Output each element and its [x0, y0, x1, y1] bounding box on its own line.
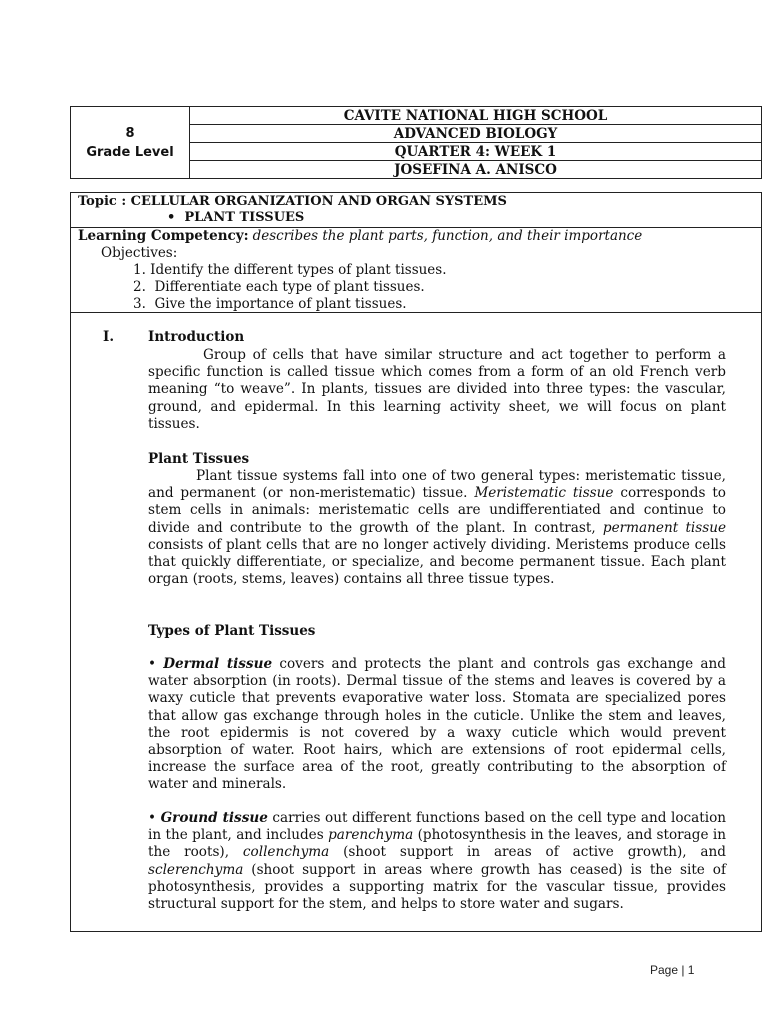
page-number: Page | 1	[650, 963, 695, 977]
ground-term: Ground tissue	[160, 810, 268, 826]
learning-competency	[78, 228, 642, 245]
ground-tissue-paragraph: • Ground tissue carries out different functions based on the cell type and location in the plant, and includes parenchyma (photosynthesis in the leaves, and storage in the roots), collenchyma (shoot support in areas of active growth), and sclerenchyma (shoot support in areas where growth has ceased) is the site of photosynthesis, provides a supporting matrix for the vascular tissue, provides structural support for the stem, and helps to store water and sugars.	[148, 810, 727, 913]
topic-subtopic: • PLANT TISSUES	[167, 210, 305, 225]
introduction-heading	[103, 329, 244, 346]
section-title: Introduction	[148, 329, 245, 345]
dermal-tissue-paragraph: • Dermal tissue covers and protects the plant and controls gas exchange and water absorption (in roots). Dermal tissue of the stems and leaves is covered by a waxy cuticle that prevents evaporative water loss. Stomata are specialized pores that allow gas exchange through holes in the cuticle. Unlike the stem and leaves, the root epidermis is not covered by a waxy cuticle which would prevent absorption of water. Root hairs, which are extensions of root epidermal cells, increase the surface area of the root, greatly contributing to the absorption of water and minerals.	[148, 656, 726, 793]
types-heading: Types of Plant Tissues	[148, 623, 316, 639]
objectives-label: Objectives:	[101, 245, 178, 261]
subject-name: ADVANCED BIOLOGY	[190, 125, 762, 143]
topic-title: Topic : CELLULAR ORGANIZATION AND ORGAN SYSTEMS	[78, 194, 507, 209]
plant-tissues-heading: Plant Tissues	[148, 451, 250, 467]
lesson-box	[70, 192, 762, 932]
introduction-paragraph: Group of cells that have similar structure and act together to perform a specific function is called tissue which comes from a form of an old French verb meaning “to weave”. In plants, tissues are divided into three types: the vascular, ground, and epidermal. In this learning activity sheet, we will focus on plant tissues.	[148, 347, 726, 432]
teacher-name: JOSEFINA A. ANISCO	[190, 161, 762, 179]
plant-tissues-paragraph: Plant tissue systems fall into one of two general types: meristematic tissue, and permanent (or non-meristematic) tissue. Meristematic tissue corresponds to stem cells in animals: meristematic cells are undifferentiated and continue to divide and contribute to the growth of the plant. In contrast, permanent tissue consists of plant cells that are no longer actively dividing. Meristems produce cells that quickly differentiate, or specialize, and become permanent tissue. Each plant organ (roots, stems, leaves) contains all three tissue types.	[148, 468, 727, 588]
header-table	[70, 106, 762, 179]
grade-number: 8	[125, 125, 135, 141]
dermal-term: Dermal tissue	[163, 656, 273, 672]
objectives-list	[133, 262, 447, 313]
competency-value: describes the plant parts, function, and their importance	[252, 228, 643, 244]
grade-label: Grade Level	[86, 144, 174, 160]
competency-label: Learning Competency:	[78, 228, 249, 244]
section-number: I.	[103, 329, 115, 345]
objective-item: 1. Identify the different types of plant tissues.	[133, 262, 447, 278]
topic-section	[71, 193, 761, 228]
bullet: •	[148, 656, 157, 672]
objective-item: 3. Give the importance of plant tissues.	[133, 296, 407, 312]
quarter-week: QUARTER 4: WEEK 1	[190, 143, 762, 161]
objective-item: 2. Differentiate each type of plant tissues.	[133, 279, 425, 295]
bullet: •	[148, 810, 157, 826]
competency-section	[71, 228, 761, 313]
grade-level-cell	[71, 107, 190, 179]
school-name: CAVITE NATIONAL HIGH SCHOOL	[190, 107, 762, 125]
